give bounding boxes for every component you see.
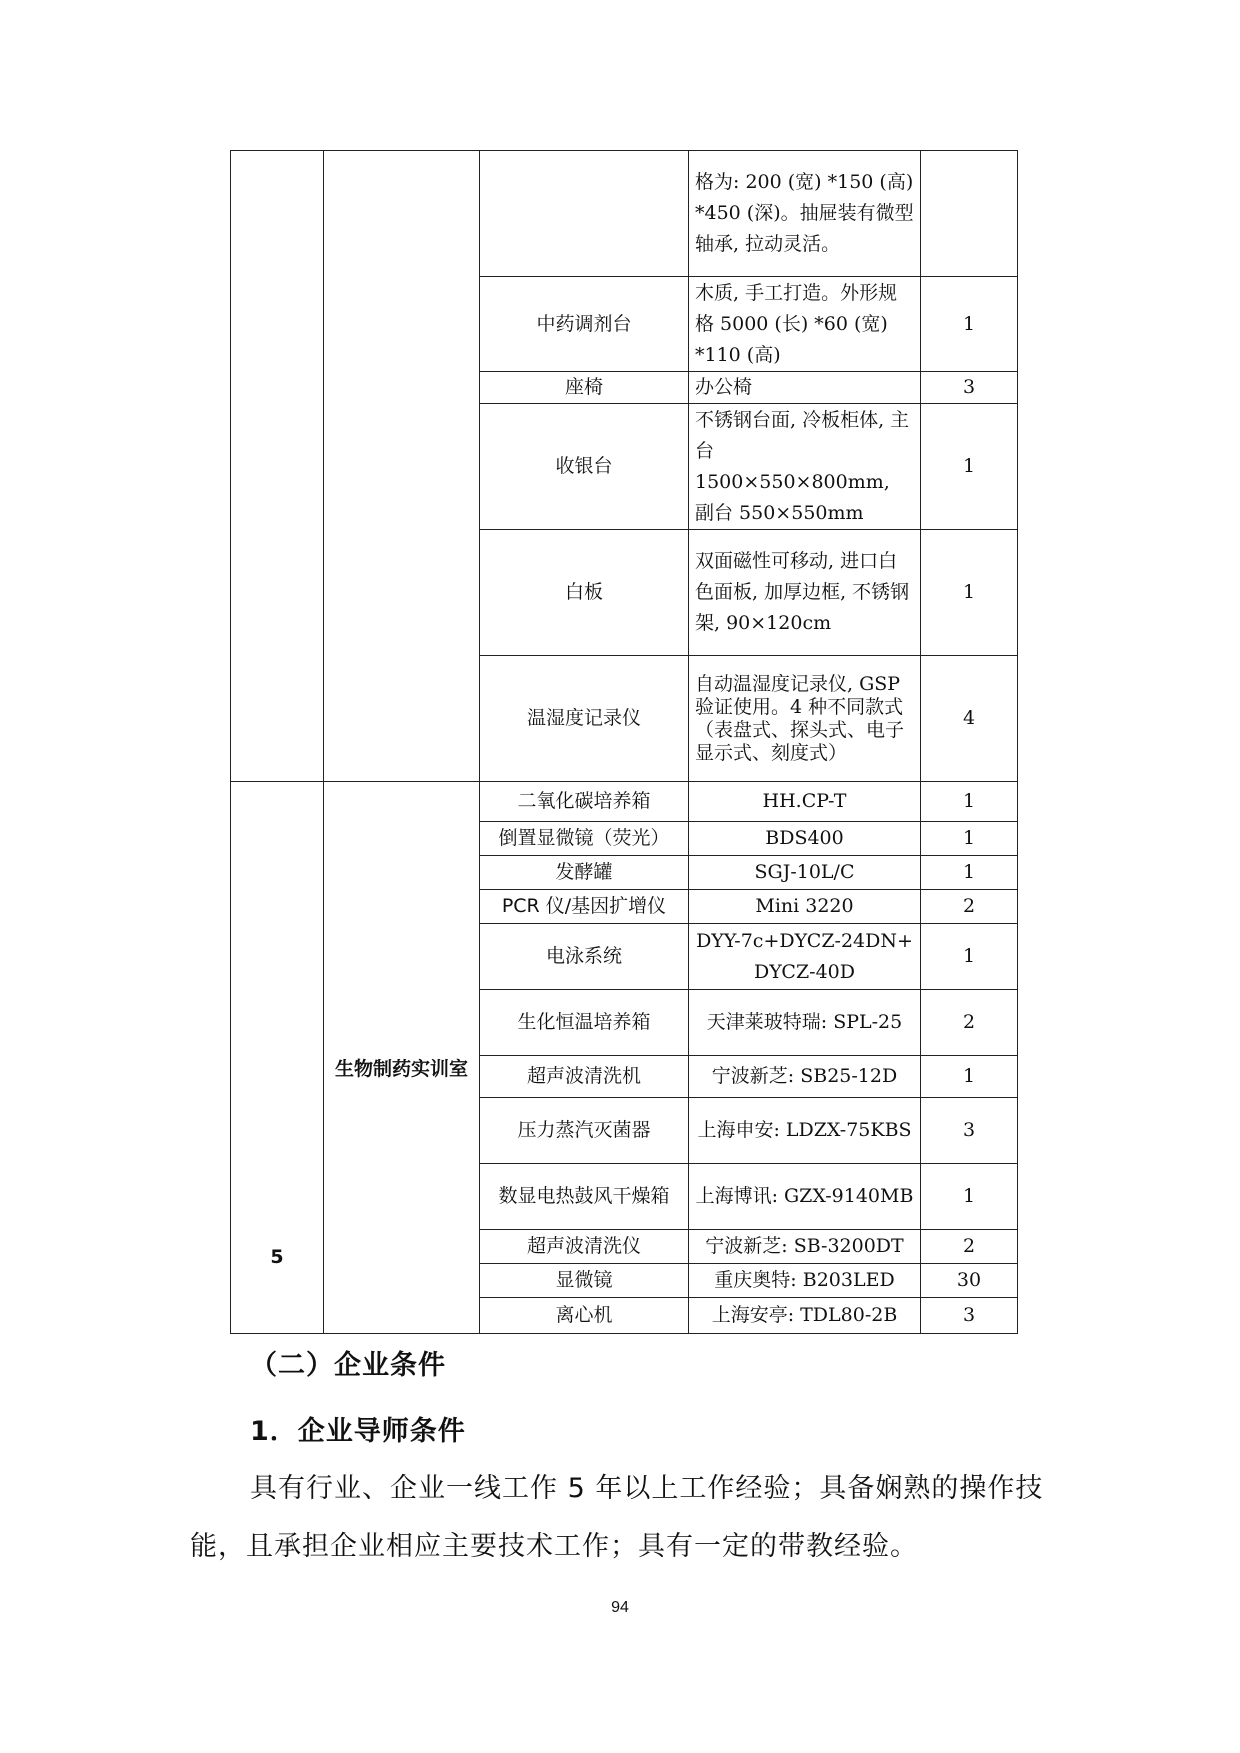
equipment-qty: 1 <box>921 782 1018 822</box>
equipment-qty: 1 <box>921 404 1018 530</box>
equipment-spec: 双面磁性可移动, 进口白色面板, 加厚边框, 不锈钢架, 90×120cm <box>689 530 921 656</box>
equipment-qty: 2 <box>921 990 1018 1056</box>
row-number-cell <box>231 782 324 1334</box>
table-row <box>231 782 1018 822</box>
equipment-qty: 3 <box>921 372 1018 404</box>
equipment-spec: Mini 3220 <box>689 890 921 924</box>
equipment-name: 温湿度记录仪 <box>480 656 689 782</box>
equipment-qty: 1 <box>921 1056 1018 1098</box>
equipment-spec: 重庆奥特: B203LED <box>689 1264 921 1298</box>
equipment-spec: BDS400 <box>689 822 921 856</box>
no-cell-empty <box>231 151 324 782</box>
equipment-qty: 1 <box>921 924 1018 990</box>
equipment-name: 数显电热鼓风干燥箱 <box>480 1164 689 1230</box>
equipment-spec: SGJ-10L/C <box>689 856 921 890</box>
equipment-name: 二氧化碳培养箱 <box>480 782 689 822</box>
equipment-qty: 2 <box>921 890 1018 924</box>
equipment-qty: 3 <box>921 1298 1018 1334</box>
equipment-name: 显微镜 <box>480 1264 689 1298</box>
equipment-name: 中药调剂台 <box>480 277 689 372</box>
equipment-spec: 上海安亭: TDL80-2B <box>689 1298 921 1334</box>
row-number: 5 <box>270 1246 284 1268</box>
equipment-spec: HH.CP-T <box>689 782 921 822</box>
equipment-qty: 1 <box>921 1164 1018 1230</box>
equipment-spec: 不锈钢台面, 冷板柜体, 主台 1500×550×800mm, 副台 550×550mm <box>689 404 921 530</box>
equipment-name: 生化恒温培养箱 <box>480 990 689 1056</box>
equipment-qty: 30 <box>921 1264 1018 1298</box>
equipment-spec: 格为: 200 (宽) *150 (高) *450 (深)。抽屉装有微型轴承, 拉动灵活。 <box>689 151 921 277</box>
equipment-name: 电泳系统 <box>480 924 689 990</box>
equipment-name: 超声波清洗仪 <box>480 1230 689 1264</box>
equipment-name: PCR 仪/基因扩增仪 <box>480 890 689 924</box>
equipment-spec: 木质, 手工打造。外形规格 5000 (长) *60 (宽) *110 (高) <box>689 277 921 372</box>
table-row <box>231 151 1018 277</box>
equipment-name: 倒置显微镜（荧光） <box>480 822 689 856</box>
equipment-qty: 1 <box>921 277 1018 372</box>
sub-heading: 1．企业导师条件 <box>250 1416 466 1447</box>
equipment-qty: 2 <box>921 1230 1018 1264</box>
equipment-spec: DYY-7c+DYCZ-24DN+DYCZ-40D <box>689 924 921 990</box>
equipment-spec: 自动温湿度记录仪, GSP 验证使用。4 种不同款式（表盘式、探头式、电子显示式、刻度式） <box>689 656 921 782</box>
equipment-name: 发酵罐 <box>480 856 689 890</box>
equipment-qty: 1 <box>921 530 1018 656</box>
equipment-name: 离心机 <box>480 1298 689 1334</box>
equipment-name: 超声波清洗机 <box>480 1056 689 1098</box>
room-name: 生物制药实训室 <box>334 1057 468 1080</box>
equipment-qty: 3 <box>921 1098 1018 1164</box>
page-number: 94 <box>611 1599 629 1616</box>
equipment-name <box>480 151 689 277</box>
equipment-table <box>230 150 1018 1334</box>
equipment-name: 收银台 <box>480 404 689 530</box>
equipment-spec: 宁波新芝: SB-3200DT <box>689 1230 921 1264</box>
equipment-name: 压力蒸汽灭菌器 <box>480 1098 689 1164</box>
equipment-qty <box>921 151 1018 277</box>
equipment-spec: 天津莱玻特瑞: SPL-25 <box>689 990 921 1056</box>
section-heading: （二）企业条件 <box>250 1350 446 1381</box>
equipment-qty: 1 <box>921 856 1018 890</box>
room-cell-empty <box>324 151 480 782</box>
equipment-spec: 上海博讯: GZX-9140MB <box>689 1164 921 1230</box>
equipment-name: 白板 <box>480 530 689 656</box>
equipment-spec: 上海申安: LDZX-75KBS <box>689 1098 921 1164</box>
body-paragraph: 具有行业、企业一线工作 5 年以上工作经验；具备娴熟的操作技能，且承担企业相应主要技术工作；具有一定的带教经验。 <box>190 1473 1044 1562</box>
equipment-spec: 宁波新芝: SB25-12D <box>689 1056 921 1098</box>
equipment-qty: 1 <box>921 822 1018 856</box>
room-cell <box>324 782 480 1334</box>
equipment-spec: 办公椅 <box>689 372 921 404</box>
equipment-name: 座椅 <box>480 372 689 404</box>
equipment-qty: 4 <box>921 656 1018 782</box>
